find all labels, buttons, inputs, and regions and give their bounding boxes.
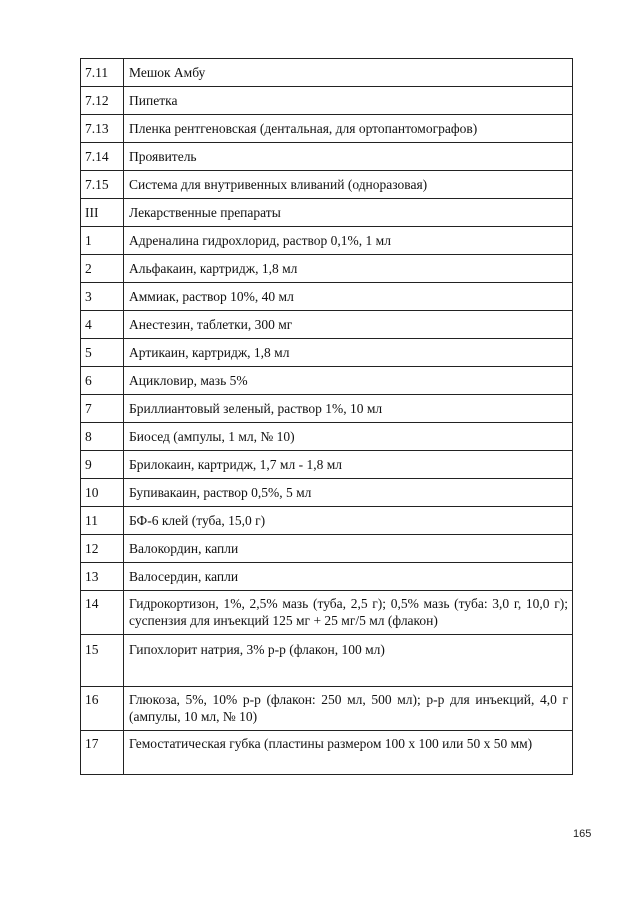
table-row (81, 563, 573, 591)
row-text: Мешок Амбу (124, 59, 573, 87)
row-number: 6 (81, 367, 124, 395)
row-text: Гидрокортизон, 1%, 2,5% мазь (туба, 2,5 г); 0,5% мазь (туба: 3,0 г, 10,0 г); суспензия для инъекций 125 мг + 25 мг/5 мл (флакон) (124, 591, 573, 635)
row-text: Адреналина гидрохлорид, раствор 0,1%, 1 мл (124, 227, 573, 255)
row-text: Валосердин, капли (124, 563, 573, 591)
row-text: БФ-6 клей (туба, 15,0 г) (124, 507, 573, 535)
medical-supplies-table (80, 58, 573, 775)
table-row (81, 591, 573, 635)
row-number: 10 (81, 479, 124, 507)
row-number: 7.11 (81, 59, 124, 87)
row-number: 12 (81, 535, 124, 563)
section-number: III (81, 199, 124, 227)
row-number: 17 (81, 731, 124, 775)
row-number: 3 (81, 283, 124, 311)
row-text: Альфакаин, картридж, 1,8 мл (124, 255, 573, 283)
row-text: Анестезин, таблетки, 300 мг (124, 311, 573, 339)
table-row (81, 339, 573, 367)
row-number: 8 (81, 423, 124, 451)
row-number: 7.13 (81, 115, 124, 143)
table-row (81, 395, 573, 423)
table-row (81, 255, 573, 283)
row-number: 7 (81, 395, 124, 423)
row-text: Гипохлорит натрия, 3% р-р (флакон, 100 мл) (124, 635, 573, 687)
row-number: 4 (81, 311, 124, 339)
table-row (81, 171, 573, 199)
table-row (81, 535, 573, 563)
section-title: Лекарственные препараты (124, 199, 573, 227)
row-number: 2 (81, 255, 124, 283)
row-text: Гемостатическая губка (пластины размером 100 х 100 или 50 х 50 мм) (124, 731, 573, 775)
row-number: 11 (81, 507, 124, 535)
page-number: 165 (573, 828, 592, 840)
table-row (81, 507, 573, 535)
row-number: 14 (81, 591, 124, 635)
table-row (81, 687, 573, 731)
row-text: Бупивакаин, раствор 0,5%, 5 мл (124, 479, 573, 507)
row-number: 9 (81, 451, 124, 479)
row-text: Проявитель (124, 143, 573, 171)
row-text: Ацикловир, мазь 5% (124, 367, 573, 395)
row-number: 16 (81, 687, 124, 731)
medical-supplies-table-container (80, 58, 573, 775)
row-text: Аммиак, раствор 10%, 40 мл (124, 283, 573, 311)
table-row (81, 115, 573, 143)
table-row (81, 311, 573, 339)
row-number: 7.12 (81, 87, 124, 115)
row-text: Система для внутривенных вливаний (одноразовая) (124, 171, 573, 199)
row-number: 7.15 (81, 171, 124, 199)
row-text: Биосед (ампулы, 1 мл, № 10) (124, 423, 573, 451)
row-text: Бриллиантовый зеленый, раствор 1%, 10 мл (124, 395, 573, 423)
row-text: Пленка рентгеновская (дентальная, для ортопантомографов) (124, 115, 573, 143)
row-number: 15 (81, 635, 124, 687)
row-number: 13 (81, 563, 124, 591)
table-row (81, 635, 573, 687)
table-row (81, 451, 573, 479)
section-header-row (81, 199, 573, 227)
row-text: Брилокаин, картридж, 1,7 мл - 1,8 мл (124, 451, 573, 479)
table-row (81, 731, 573, 775)
row-text: Глюкоза, 5%, 10% р-р (флакон: 250 мл, 500 мл); р-р для инъекций, 4,0 г (ампулы, 10 мл, № 10) (124, 687, 573, 731)
table-row (81, 367, 573, 395)
row-text: Валокордин, капли (124, 535, 573, 563)
table-row (81, 143, 573, 171)
row-number: 7.14 (81, 143, 124, 171)
table-row (81, 227, 573, 255)
table-row (81, 479, 573, 507)
row-number: 5 (81, 339, 124, 367)
table-row (81, 59, 573, 87)
row-number: 1 (81, 227, 124, 255)
table-row (81, 423, 573, 451)
row-text: Пипетка (124, 87, 573, 115)
table-row (81, 283, 573, 311)
row-text: Артикаин, картридж, 1,8 мл (124, 339, 573, 367)
table-row (81, 87, 573, 115)
